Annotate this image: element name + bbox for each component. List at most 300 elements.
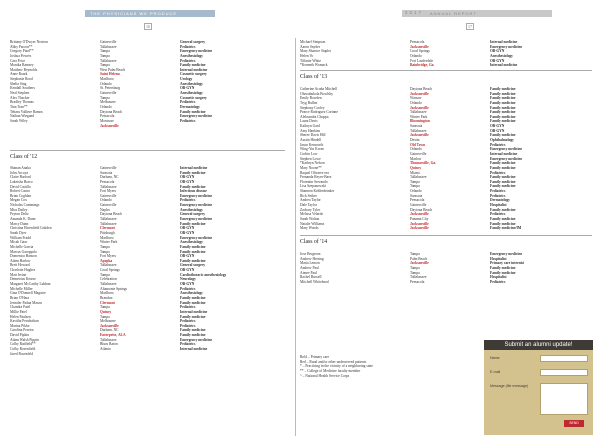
list-item: ** – College of Medicine faculty member [300,369,361,374]
list-item: Gainesville [100,40,117,44]
list-item: Tallahassee [410,128,427,133]
list-item: Orlando [100,81,112,86]
list-item: Jared Rosenfeld [10,351,34,356]
list-item: Jacksonville [100,323,119,328]
list-item: Michelle Garcia [10,244,34,249]
list-item: Sarasota [410,193,423,198]
list-item: Michelle Miller [10,286,33,291]
list-item: Daytona Beach [410,87,433,91]
list-item: Family medicine [180,328,206,333]
list-item: Helen Paulsen [10,314,31,319]
list-item: Pediatrics [180,286,196,291]
divider-14 [300,235,592,236]
list-item: Anesthesiology [180,291,203,296]
list-item: Jose Bergeron [300,252,321,256]
list-item: Emergency medicine [180,203,213,208]
list-item: Kendall Southers [10,86,35,91]
list-item: Primary care internist [490,261,525,266]
email-input[interactable] [540,369,588,376]
list-item: Montrose [100,118,114,123]
list-item: Daytona Beach [410,207,433,212]
list-item: Mary Noone** [300,165,322,170]
list-item: OB-GYN [180,179,195,184]
list-item: Gainesville [100,91,117,96]
list-item: Oluwabukola Bowlsby [300,91,334,96]
list-item: Jason Kenworth [300,142,324,147]
list-item: Megan Cox [10,198,27,203]
list-item: OB-GYN [180,268,195,273]
list-item: Thomasville, Ga. [410,161,437,166]
top-names-col [10,40,48,124]
list-item: Internal medicine [180,309,208,314]
list-item: Daytona Beach [100,212,123,217]
message-input[interactable] [540,383,588,415]
list-item: Nathan Wiegand [10,114,35,119]
list-item: Jacksonville [100,123,119,128]
list-item: Anesthesiology [180,53,203,58]
header-right-text: ANNUAL REPORT [430,11,477,16]
list-item: Tampa [410,179,420,184]
list-item: Tallahassee [410,110,427,115]
form-title: Submit an alumni update! [484,340,593,350]
list-item: Micah Gaur [10,240,28,245]
list-item: Aleksandra Choppa [300,114,329,119]
list-item: Aimee Paul [300,270,317,275]
name-input[interactable] [540,355,588,362]
list-item: Quincy [410,165,422,170]
list-item: Emergency medicine [180,217,213,222]
list-item: Family medicine [490,87,516,91]
list-item: Tallahassee [100,337,117,342]
list-item: Family medicine [180,109,206,114]
list-item: Ophthalmology [490,138,514,143]
list-item: Miami [410,170,420,175]
list-item: Teharu Valliere Ramos [10,109,43,114]
list-item: Nicholas Cummings [10,203,40,208]
list-item: Kathryn Gard [300,124,320,129]
list-item: Monika Ramsey [10,63,34,68]
list-item: Mira Dailey [10,207,28,212]
list-item: Internal medicine [180,166,208,170]
list-item: Family medicine [180,170,206,175]
list-item: Michael Simpson [300,40,326,44]
list-item: Family medicine [490,119,516,124]
list-item: Margaret McCarthy Lubban [10,282,51,287]
list-item: Family medicine [490,175,516,180]
list-item: Panama City [410,216,429,221]
list-item: Brandon [100,295,113,300]
class-12-specialties-col [180,166,226,352]
list-item: Abby Parcon** [10,44,33,49]
list-item: Anesthesiology [490,53,513,58]
list-item: Tampa [410,252,420,256]
list-item: Pearce Rodriguez Corinne [300,110,338,115]
list-item: Colby Rosenfield [10,346,36,351]
list-item: Pediatrics [180,100,196,105]
list-item: Natalie Williams [300,221,325,226]
list-item: Jacksonville [410,44,429,49]
list-item: Emergency medicine [180,49,213,54]
list-item: Gainesville [100,203,117,208]
list-item: Gina O'Donnell Maguire [10,291,46,296]
list-item: Family medicine [180,221,206,226]
list-item: Warsaw [410,96,422,101]
list-item: Tallahassee [410,175,427,180]
top-specialties-col [180,40,212,124]
list-item: OB-GYN [180,254,195,259]
list-item: Bradley Thomas [10,100,34,105]
list-item: Destin [410,138,420,143]
list-item: Matthew Reynolds [10,67,38,72]
list-item: Stephanie Rood [10,77,33,82]
list-item: Jacksonville [410,105,429,110]
list-item: Hospitalist [490,256,507,261]
list-item: Tallahassee [100,263,117,268]
list-item: Family medicine [490,216,516,221]
message-label: Message (file message) [490,384,529,388]
list-item: Marina Pikke [10,323,30,328]
list-item: Jacksonville [410,212,429,217]
name-label: Name [490,356,500,360]
list-item: Anne Roark [10,72,28,77]
list-item: Joshua Powers [10,53,32,58]
list-item: Melissa Velardo [300,212,324,217]
list-item: Pediatrics [180,342,196,347]
list-item: Family medicine [490,184,516,189]
list-item: Brett Howard [10,263,30,268]
class-14-names-col [300,252,329,284]
list-item: Cosmetic surgery [180,95,207,100]
list-item: Cosmetic surgery [180,72,207,77]
list-item: Gainesville [410,151,427,156]
list-item: Adam Walsh Pippin [10,337,39,342]
list-item: Tallahassee [100,282,117,287]
list-item: OB-GYN [180,230,195,235]
class-13-names-col [300,87,338,231]
list-item: Emergency medicine [490,44,523,49]
list-item: OB-GYN [490,49,505,54]
list-item: Orlando [410,100,422,105]
list-item: Family medicine [490,179,516,184]
list-item: Gainesville [100,166,117,170]
list-item: Family medicine [490,110,516,115]
class-13-cities-col [410,87,436,231]
list-item: General surgery [180,40,206,44]
right-top-names-col [300,40,331,68]
list-item: Internal medicine [180,67,208,72]
list-item: Alex Thacker [10,95,30,100]
list-item: Family medicine [490,165,516,170]
list-item: Sarah Wiley [10,118,28,123]
list-item: Rick Seiber [300,193,317,198]
list-item: Amanda K. Dunn [10,217,36,222]
list-item: Durham, NC [100,328,119,333]
class-13-specialties-col [490,87,522,231]
list-item: Corbin Low [300,151,318,156]
list-item: Gainesville [410,203,427,208]
list-item: Fort Lauderdale [410,58,434,63]
list-item: Pediatrics [180,58,196,63]
list-item: Winter Park [100,240,118,245]
list-item: Sarah Walton [300,216,320,221]
list-item: Emergency medicine [180,337,213,342]
list-item: Sarah Dyer [10,230,27,235]
list-item: Lisa Szepanowski [300,184,327,189]
list-item: Hospitalist [490,203,507,208]
list-item: Jacksonville [410,226,429,231]
list-item: Jacksonville [410,221,429,226]
list-item: Marlboro [100,235,114,240]
list-item: Family medicine [490,207,516,212]
list-item: OB-GYN [490,124,505,129]
list-item: Mary Woods [300,226,319,231]
list-item: Pediatrics [490,193,506,198]
list-item: Brian Coghlan [10,193,32,198]
list-item: Tampa [100,305,110,310]
list-item: Family medicine [180,300,206,305]
header-left-text: THE PHYSICIANS WE PRODUCE [90,11,178,16]
list-item: Christina Ehrenfield Gokden [10,226,52,231]
list-item: Pensacola [100,114,115,119]
top-cities-col [100,40,125,128]
list-item: Family medicine [180,244,206,249]
list-item: Atlanta [100,346,111,351]
list-item: Internal medicine [490,151,518,156]
list-item: Emergency medicine [490,147,523,152]
list-item: Enterprise, ALA [100,333,126,338]
list-item: Amy Hankins [300,128,321,133]
list-item: Tampa [100,244,110,249]
list-item: Melbourne [100,100,116,105]
list-item: Emergency medicine [490,252,523,256]
list-item: Old Town [410,142,426,147]
list-item: Tampa [100,249,110,254]
list-item: *Kenneth Womack [300,63,328,68]
list-item: Orlando [100,104,112,109]
list-item: Tampa [100,95,110,100]
list-item: Family medicine [490,133,516,138]
list-item: Emily Bowden [300,96,322,101]
list-item: Kavitha Perubothan [10,319,39,324]
list-item: Marcus Garoppolo [10,249,38,254]
list-item: Family medicine [180,249,206,254]
list-item: St. Petersburg [100,86,121,91]
list-item: Andrew Paul [300,265,319,270]
list-item: Bluru Raton [100,342,118,347]
list-item: Chandra Patel [10,305,31,310]
list-item: Red – Rural and/or other underserved patients [300,359,367,364]
list-item: Pensacola [100,179,115,184]
list-item: Tina Tran** [10,104,28,109]
list-item: Marcy Dunn [10,221,29,226]
list-item: Altamonte Springs [100,286,128,291]
list-item: Family medicine [490,91,516,96]
send-button[interactable]: SEND [564,420,584,427]
list-item: David Castillo [10,184,31,189]
class-14-specialties-col [490,252,524,284]
list-item: Rachel Russell [300,275,322,280]
list-item: Tampa [100,272,110,277]
class-14-cities-col [410,252,429,284]
class-14-heading: Class of '14 [300,239,328,245]
center-gutter [295,38,296,436]
list-item: David Pipkin [10,333,30,338]
list-item: Claire Barford [10,175,31,180]
list-item: Tallahassee [100,58,117,63]
list-item: Tallahassee [410,275,427,280]
list-item: OB-GYN [490,58,505,63]
list-item: Catherine Acuña Mitchell [300,87,338,91]
list-item: Jacksonville [410,91,429,96]
list-item: Pediatrics [490,189,506,194]
list-item: Gregory Patel** [10,49,34,54]
list-item: Tallahassee [100,217,117,222]
list-item: Marlboro [100,291,114,296]
list-item: Orlando [410,53,422,58]
list-item: Shanan Anaka [10,166,31,170]
right-top-specialties-col [490,40,522,68]
list-item: Peyton Deltz [10,212,29,217]
list-item: Bloomington [410,119,430,124]
list-item: Family medicine [490,265,516,270]
email-label: E-mail [490,370,501,374]
list-item: Adam Harlow [10,258,31,263]
list-item: Jennifer Padua Mason [10,300,42,305]
list-item: Pediatrics [180,198,196,203]
list-item: Infectious disease [180,189,207,194]
list-item: Tampa [410,265,420,270]
list-item: Clermont [100,300,115,305]
list-item: Stephany Cooley [300,105,325,110]
list-item: Pensacola [410,40,425,44]
list-item: Sheree Davis Hill [300,133,326,138]
list-item: Brittany O'Dwyer Newton [10,40,48,44]
right-top-cities-col [410,40,434,68]
list-item: Pediatrics [180,305,196,310]
legend [300,355,373,379]
list-item: Internal medicine [180,346,208,351]
class-12-heading: Class of '12 [10,154,38,160]
list-item: Gainesville [100,193,117,198]
list-item: Internal medicine [490,40,518,44]
list-item: William Fradd [10,235,31,240]
list-item: Bold – Primary care [300,355,330,359]
list-item: Family medicine [180,333,206,338]
list-item: Family medicine [490,100,516,105]
alumni-update-form [484,340,593,435]
class-13-heading: Class of '13 [300,74,328,80]
list-item: Charlotte Hughes [10,268,36,273]
list-item: Palm Beach [410,256,428,261]
list-item: Laura Davis [300,119,318,124]
list-item: Bainbridge, Ga. [410,63,435,68]
list-item: Helen Vo [300,53,314,58]
list-item: Emergency medicine [490,156,523,161]
list-item: Zachary Tyler [300,207,321,212]
list-item: Colby Radfield** [10,342,36,347]
list-item: Hospitalist [490,275,507,280]
list-item: Pediatrics [490,170,506,175]
list-item: Clermont [100,226,115,231]
list-item: Anesthesiology [180,240,203,245]
list-item: Anesthesiology [180,207,203,212]
list-item: OB-GYN [180,175,195,180]
list-item: Demetrius Kearse [10,277,36,282]
list-item: Sarasota [410,124,423,129]
page-number-left: 16 [146,24,150,29]
list-item: Tallahassee [100,184,117,189]
list-item: Aaron Snyder [300,44,321,49]
list-item: Coral Springs [100,268,120,273]
list-item: Neurology [180,277,196,282]
list-item: Daytona Beach [100,109,123,114]
list-item: Andrew Herring [300,256,324,261]
list-item: Florentin Servando [300,179,328,184]
list-item: Pittsburgh [100,230,115,235]
class-12-cities-col [100,166,127,352]
list-item: Austin Hindell [300,138,322,143]
list-item: Melbourne [100,319,116,324]
list-item: Internal medicine [490,63,518,68]
list-item: Family medicine/IM [490,226,522,231]
list-item: Quincy [100,309,112,314]
list-item: Tampa [100,53,110,58]
list-item: Maria Lemon [300,261,320,266]
list-item: Millie Patel [10,309,27,314]
list-item: Raquel Olivares-rea [300,170,329,175]
list-item: Emergency medicine [180,193,213,198]
list-item: Andrea Taylor [300,198,321,203]
list-item: Celebration [100,277,117,282]
list-item: Anesthesiology [180,91,203,96]
divider-13 [300,70,592,71]
list-item: Pediatrics [180,323,196,328]
list-item: Wing-Yin Kwan [300,147,324,152]
list-item: Tampa [100,314,110,319]
list-item: Coral Springs [410,49,430,54]
list-item: Pensacola [410,279,425,284]
list-item: * – Practicing in the vicinity of a neighboring state [300,364,373,369]
list-item: Jacksonville [410,133,429,138]
list-item: Pediatrics [180,44,196,49]
list-item: Fort Myers [100,189,117,194]
list-item: Fort Myers [100,254,117,259]
list-item: Pediatrics [490,212,506,217]
divider-12 [10,150,285,151]
list-item: Family medicine [490,161,516,166]
list-item: Pediatrics [490,142,506,147]
list-item: Family medicine [490,114,516,119]
list-item: *Kathryn Nelson [300,161,325,166]
list-item: Fernanda Reyes-Baez [300,175,332,180]
list-item: OB-GYN [490,128,505,133]
list-item: Family medicine [180,295,206,300]
list-item: Saint Helena [100,72,120,77]
list-item: Mary Shanice Staples [300,49,332,54]
list-item: Jacksonville [410,261,429,266]
list-item: Tampa [100,49,110,54]
list-item: Urology [180,77,193,82]
list-item: West Palm Beach [100,67,126,72]
list-item: OB-GYN [180,86,195,91]
list-item: Orlando [410,189,422,194]
list-item: Emergency medicine [180,235,213,240]
list-item: Orlando [100,198,112,203]
list-item: Durham, NC [100,175,119,180]
list-item: Brian O'Hara [10,295,30,300]
list-item: Domenica Hanson [10,254,37,259]
list-item: Pediatrics [180,319,196,324]
